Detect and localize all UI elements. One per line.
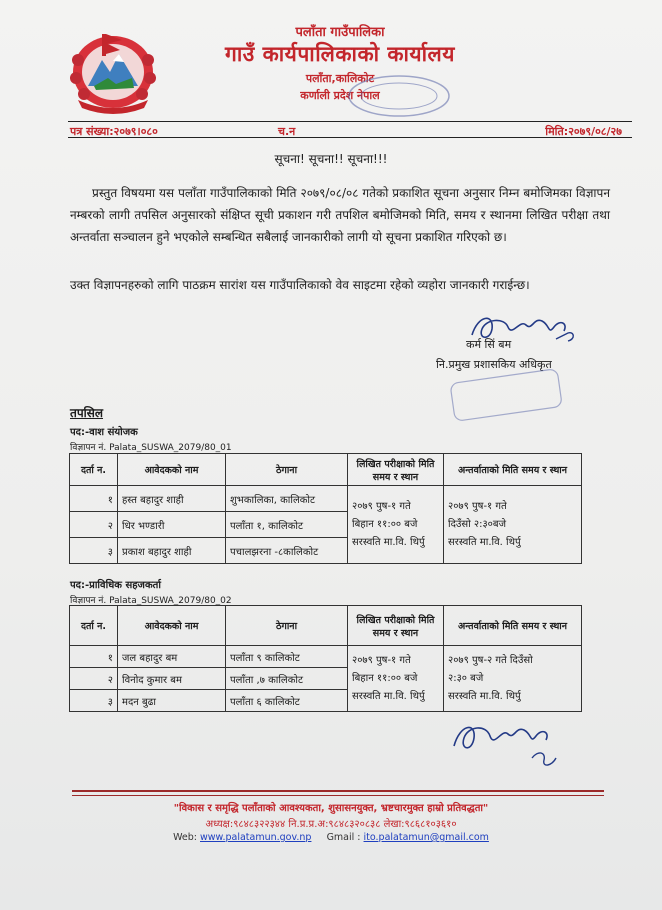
- applicant-address: पचालझरना -८कालिकोट: [226, 538, 348, 564]
- office-name: गाउँ कार्यपालिकाको कार्यालय: [225, 42, 455, 66]
- header-rule: [68, 121, 632, 122]
- table-row: [70, 646, 582, 668]
- letter-date: मिति:२०७९/०८/२७: [545, 125, 622, 138]
- written-exam-venue: सरस्वति मा.वि. थिर्पु: [352, 690, 425, 702]
- applicant-name: जल बहादुर बम: [118, 646, 226, 668]
- written-exam-venue: सरस्वति मा.वि. थिर्पु: [352, 536, 425, 548]
- interview-date: २०७९ पुष-१ गते: [448, 500, 507, 512]
- applicant-address: शुभकालिका, कालिकोट: [226, 486, 348, 512]
- signatory-title: नि.प्रमुख प्रशासकिय अधिकृत: [436, 358, 552, 371]
- written-exam-date: २०७९ पुष-१ गते: [352, 654, 411, 666]
- column-header: आवेदकको नाम: [118, 454, 226, 486]
- footer-phones: अध्यक्ष:९८४८३२२३४४ नि.प्र.प्र.अ:९८४८३२०८३८ लेखा:९८६८१०३६१०: [205, 819, 457, 830]
- written-exam-cell: [348, 486, 444, 564]
- column-header: लिखित परीक्षाको मिति समय र स्थान: [348, 454, 444, 486]
- ref-number: पत्र संख्या:२०७९।०८०: [70, 125, 158, 138]
- candidate-table: [69, 605, 582, 712]
- gmail-label: Gmail :: [326, 832, 361, 843]
- reg-number: १: [70, 646, 118, 668]
- post-title: पद:-प्राविधिक सहजकर्ता: [70, 580, 161, 591]
- interview-cell: [444, 486, 582, 564]
- interview-time: दिउँसो २:३०बजे: [448, 518, 507, 530]
- schedule-heading: तपसिल: [70, 406, 104, 420]
- written-exam-date: २०७९ पुष-१ गते: [352, 500, 411, 512]
- written-exam-cell: [348, 646, 444, 712]
- column-header: ठेगाना: [226, 454, 348, 486]
- address-line-2: कर्णाली प्रदेश नेपाल: [300, 89, 380, 102]
- interview-venue: सरस्वति मा.वि. थिर्पु: [448, 690, 521, 702]
- reg-number: २: [70, 668, 118, 690]
- footer-rule: [72, 795, 604, 796]
- org-name: पलाँता गाउँपालिका: [295, 25, 385, 40]
- footer-slogan: "विकास र समृद्धि पलाँताको आवश्यकता, शुसासनयुक्त, भ्रष्टचारमुक्त हाम्रो प्रतिवद्धता": [173, 803, 489, 814]
- signature-icon: [448, 710, 566, 772]
- header-rule: [68, 137, 632, 138]
- written-exam-time: बिहान ११:०० बजे: [352, 672, 418, 684]
- interview-date: २०७९ पुष-२ गते दिउँसो: [448, 654, 533, 666]
- column-header: दर्ता न.: [70, 454, 118, 486]
- reg-number: ३: [70, 690, 118, 712]
- column-header: ठेगाना: [226, 606, 348, 646]
- cha-number: च.न: [278, 125, 296, 138]
- notice-paragraph-1: प्रस्तुत विषयमा यस पलाँता गाउँपालिकाको मिति २०७९/०८/०८ गतेको प्रकाशित सूचना अनुसार निम्न बमोजिमका विज्ञापन नम्बरको लागी तपसिल अनुसारको संक्षिप्त सूची प्रकाशन गरी तपशिल बमोजिमको मिति, समय र स्थानमा लिखित परीक्षा तथा अन्तर्वाता सञ्चालन हुने भएकोले सम्बन्धित सबैलाई जानकारीको लागी यो सूचना प्रकाशित गरिएको छ।: [70, 186, 610, 244]
- applicant-address: पलाँता १, कालिकोट: [226, 512, 348, 538]
- advertisement-number: विज्ञापन नं. Palata_SUSWA_2079/80_01: [70, 443, 232, 453]
- web-label: Web:: [173, 832, 197, 843]
- interview-venue: सरस्वति मा.वि. थिर्पु: [448, 536, 521, 548]
- reg-number: ३: [70, 538, 118, 564]
- official-stamp-icon: [446, 366, 566, 422]
- interview-time: २:३० बजे: [448, 672, 484, 684]
- applicant-address: पलाँता ,७ कालिकोट: [226, 668, 348, 690]
- table-row: [70, 486, 582, 512]
- office-stamp-icon: [344, 72, 454, 120]
- applicant-name: मदन बुढा: [118, 690, 226, 712]
- email-link[interactable]: ito.palatamun@gmail.com: [363, 832, 489, 843]
- interview-cell: [444, 646, 582, 712]
- column-header: लिखित परीक्षाको मिति समय र स्थान: [348, 606, 444, 646]
- column-header: आवेदकको नाम: [118, 606, 226, 646]
- reg-number: २: [70, 512, 118, 538]
- column-header: दर्ता न.: [70, 606, 118, 646]
- applicant-address: पलाँता ६ कालिकोट: [226, 690, 348, 712]
- applicant-name: धिर भण्डारी: [118, 512, 226, 538]
- candidate-table: [69, 453, 582, 564]
- footer-contact: [0, 832, 662, 843]
- applicant-name: प्रकाश बहादुर शाही: [118, 538, 226, 564]
- applicant-address: पलाँता ९ कालिकोट: [226, 646, 348, 668]
- applicant-name: विनोद कुमार बम: [118, 668, 226, 690]
- signatory-name: कर्म सिं बम: [466, 338, 512, 351]
- notice-paragraph-2: उक्त विज्ञापनहरुको लागि पाठक्रम सारांश यस गाउँपालिकाको वेव साइटमा रहेको व्यहोरा जानकारी गराईन्छ।: [70, 278, 530, 292]
- column-header: अन्तर्वाताको मिति समय र स्थान: [444, 454, 582, 486]
- website-link[interactable]: www.palatamun.gov.np: [200, 832, 312, 843]
- column-header: अन्तर्वाताको मिति समय र स्थान: [444, 606, 582, 646]
- footer-rule: [72, 790, 604, 792]
- address-line-1: पलाँता,कालिकोट: [305, 72, 375, 85]
- notice-title: सूचना! सूचना!! सूचना!!!: [274, 152, 388, 166]
- advertisement-number: विज्ञापन नं. Palata_SUSWA_2079/80_02: [70, 596, 232, 606]
- nepal-emblem-icon: [64, 26, 162, 114]
- written-exam-time: बिहान ११:०० बजे: [352, 518, 418, 530]
- applicant-name: हस्त बहादुर शाही: [118, 486, 226, 512]
- reg-number: १: [70, 486, 118, 512]
- post-title: पद:-वाश संयोजक: [70, 427, 138, 438]
